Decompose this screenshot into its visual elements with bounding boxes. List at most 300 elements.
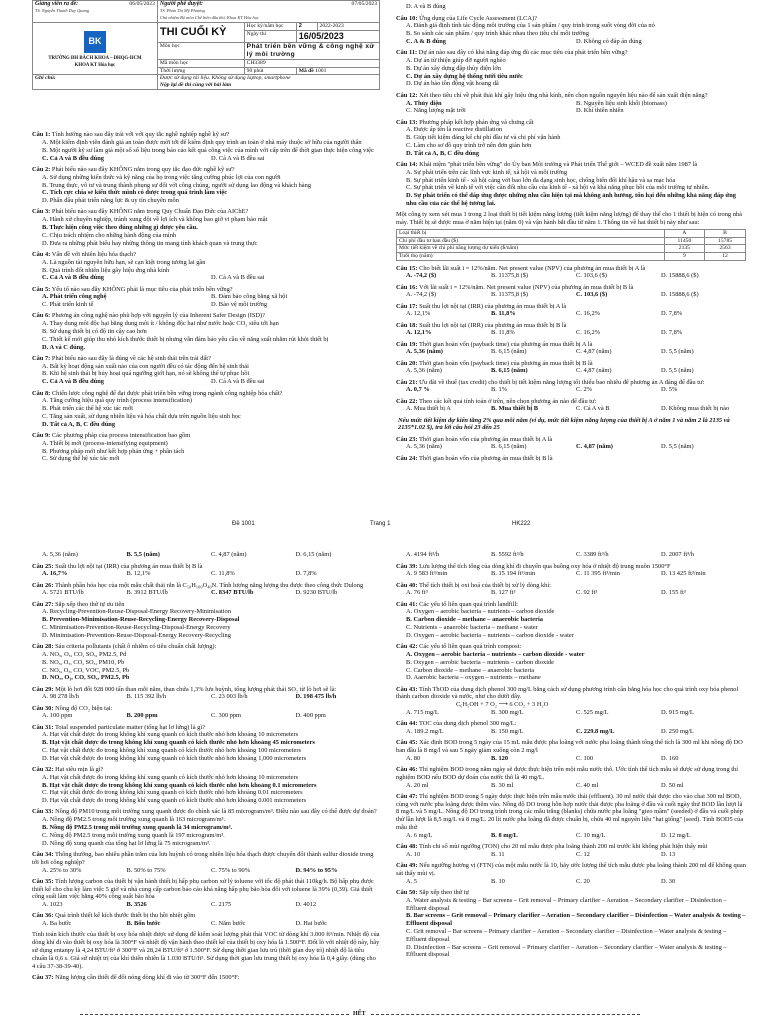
question-text	[396, 686, 746, 702]
answer-option: B. 5592 ft³/h	[491, 551, 524, 559]
answer-option: A. Thay dung môi độc hại bằng dung môi ít / không độc hại như nước hoặc CO₂ siêu tới hạn	[42, 320, 279, 328]
answer-option: D. 2007 ft³/h	[661, 551, 694, 559]
table-row	[397, 253, 746, 261]
answer-option: D. 155 ft³	[661, 589, 686, 597]
question-text	[396, 341, 746, 349]
question	[396, 551, 746, 559]
page2-left-column	[32, 548, 380, 982]
answer-option: C. 16,2%	[576, 329, 600, 337]
table-header-cell: Loại thiết bị	[397, 229, 665, 237]
answer-option: B. Phương pháp mới như kết hợp phản ứng + phân tách	[42, 447, 185, 455]
year-value: 2022-2023	[317, 22, 379, 30]
question-number: Câu 30:	[32, 704, 54, 712]
answer-option: C. 4,87 (năm)	[576, 367, 612, 375]
answer-row	[32, 693, 380, 701]
question-stem: Xác định BOD trong 5 ngày của 15 mL mẫu được pha loãng với nước pha loãng thành tổng thể tích là 300 ml khi nồng độ DO ban đầu là 8 mg/l và sau 5 ngày giảm xuống còn 2 mg/l	[396, 739, 743, 754]
question-number: Câu 39:	[396, 562, 418, 570]
question-text	[396, 284, 746, 292]
question-number: Câu 13:	[396, 118, 418, 126]
answer-option: D. 5,5 (năm)	[661, 443, 694, 451]
answer-option: C. 75% to 90%	[211, 866, 251, 874]
answer-option: A. Nồng độ PM2.5 trong môi trường xung quanh là 163 microgram/m³.	[42, 816, 226, 824]
question	[32, 686, 380, 702]
answer-option: D. Oxygen – aerobic bacteria – nutrients – carbon dioxide - water	[406, 631, 574, 639]
question-stem: Thí nghiệm BOD trong năm ngày sẽ được thực hiện trên một mẫu nước thô. Ước tính thể tích mẫu sẽ được sử dụng trong thí nghiệm BOD nếu BOD dự đoán của nước thô là 40 mg/L.	[396, 766, 739, 781]
answer-option: B. 5,5 (năm)	[126, 551, 160, 559]
question	[32, 808, 380, 847]
question-stem: TOC của dung dịch phenol 300 mg/L:	[418, 720, 517, 728]
answer-option: D. 50 ml	[661, 781, 684, 789]
question-text	[396, 793, 746, 832]
question-text	[396, 161, 746, 169]
question-stem: Vấn đề với nhiên liệu hóa thạch?	[51, 250, 137, 258]
answer-row	[32, 867, 380, 875]
answer-option: C. 20	[576, 877, 590, 885]
exam-header	[32, 0, 380, 90]
answer-option: A. 98 278 lb/h	[42, 693, 79, 701]
note-line-1: Được sử dụng tài liệu. Không sử dụng laptop, smartphone	[159, 75, 291, 82]
answer-option: B. 30 ml	[491, 781, 514, 789]
answer-row	[396, 551, 746, 559]
answer-option: B. 11375,8 ($)	[491, 291, 529, 299]
question-number: Câu 22:	[396, 397, 418, 405]
question-number: Câu 34:	[32, 850, 54, 858]
question-number: Câu 37:	[32, 973, 54, 981]
answer-row	[32, 378, 380, 386]
faculty-name: KHOA KT Hóa học	[74, 62, 116, 68]
question-stem: Xét theo tiêu chí về phát thải khí gây hiệu ứng nhà kính, nên chọn nguồn nguyên liệu nào để sản xuất điện năng?	[419, 91, 708, 99]
equipment-table	[396, 229, 746, 261]
question	[396, 862, 746, 885]
question-stem: Năng lượng cần thiết để đốt nóng dòng khí đi vào từ 300°F đến 1500°F:	[55, 973, 240, 981]
question-text	[32, 312, 380, 320]
question-stem: Yếu tố nào sau đây KHÔNG phải là mục tiêu của phát triển bền vững?	[51, 285, 233, 293]
answer-option: C. Chịu trách nhiệm cho những hành động của mình	[42, 231, 177, 239]
question-stem: Dự án nào sau đây có khả năng đáp ứng đủ các mục tiêu của phát triển bền vững?	[418, 49, 628, 57]
answer-option: D. Cả A và B đều sai	[211, 378, 265, 386]
question-stem: Nồng độ PM10 trong môi trường xung quanh được đo chính xác là 85 microgram/m³. Điều nào sau đây có thể được dự đoán?	[55, 808, 377, 816]
answer-option: B. Dự án xây dựng đập thủy điện lớn	[406, 64, 501, 72]
answer-option: C. Sử dụng thế hệ xúc tác mới	[42, 455, 120, 463]
answer-row	[32, 901, 380, 909]
answer-option: B. Bar screens – Grit removal – Primary clarifier – Aeration – Secondary clarifier – Disinfection – Water analysis & testing – Effluent disposal	[406, 912, 746, 928]
answer-option: C. 16,2%	[576, 310, 600, 318]
table-header-row	[397, 229, 746, 237]
question	[396, 3, 746, 11]
table-cell: 2135	[664, 245, 704, 253]
answer-option: C. NOₓ, Oₓ, CO, VOC, PM2.5, Pb	[42, 666, 130, 674]
answer-row	[396, 272, 746, 280]
question-number: Câu 44:	[396, 720, 418, 728]
answer-option: B. 115 392 lb/h	[126, 693, 167, 701]
semester-value: 2	[296, 22, 317, 30]
question-stem: Total suspended particulate matter (tổng hạt lơ lửng) là gì?	[54, 723, 205, 731]
question	[32, 601, 380, 640]
table-cell: Mức tiết kiệm về chi phí năng lượng dự kiến ($/năm)	[397, 245, 665, 253]
question-stem: Nếu ngưỡng hương vị (FTN) của một mẫu nước là 10, hãy ước lượng thể tích mẫu được pha loãng thành 200 ml để không quan sát thấy mùi vị.	[396, 862, 746, 877]
issuer-label: Giảng viên ra đề:	[35, 1, 79, 7]
answer-option: B. Bốn bước	[126, 920, 161, 928]
answer-option: D. Hạt vật chất được đo trong không khí xung quanh có kích thước nhỏ hơn khoảng 0.001 micrometers	[42, 797, 307, 805]
answer-option: B. Nguyên liệu sinh khối (biomass)	[576, 99, 667, 107]
question-stem: Chiến lược công nghệ để đạt được phát triển bền vững trong ngành công nghiệp hóa chất?	[51, 389, 283, 397]
question-number: Câu 1:	[32, 131, 51, 139]
question-stem: Phát biểu nào sau đây KHÔNG nằm trong Quy Chuẩn Đạo Đức của AIChE?	[51, 208, 249, 216]
answer-row	[396, 405, 746, 413]
answer-option: C. 12	[576, 850, 590, 858]
question-text	[396, 398, 746, 406]
question-number: Câu 5:	[32, 285, 51, 293]
question	[32, 724, 380, 763]
answer-option: C. 8347 BTU/lb	[211, 589, 254, 597]
question-number: Câu 3:	[32, 208, 51, 216]
answer-row	[396, 709, 746, 717]
question-stem: Thời gian hoàn vốn của phương án mua thiết bị B là	[418, 454, 553, 462]
answer-option: A. 100 ppm	[42, 712, 73, 720]
answer-option: D. Aaerobic bacteria – oxygen – nutrients – methane	[406, 674, 541, 682]
answer-option: A. -74,2 ($)	[406, 272, 437, 280]
table-cell: Tuổi thọ (năm)	[397, 253, 665, 261]
question-stem: Suất thu lợi nội tại (IRR) của phương án mua thiết bị B là	[55, 562, 203, 570]
end-divider	[80, 1011, 640, 1017]
answer-option: B. 6,15 (năm)	[491, 367, 528, 375]
exam-code-cell	[296, 67, 379, 75]
question-text	[32, 251, 380, 259]
question-text	[32, 166, 380, 174]
question-stem: Sắp xếp theo thứ tự ưu tiên	[55, 600, 125, 608]
question-stem: Các yếu tố liên quan quá trình landfill:	[419, 600, 518, 608]
answer-row	[396, 310, 746, 318]
answer-option: C. 3389 ft³/h	[576, 551, 609, 559]
exam-title-cell	[157, 22, 244, 42]
question-text	[32, 974, 380, 982]
answer-option: D. Cả A và B đều sai	[211, 154, 265, 162]
answer-option: C. Phát triển kinh tế	[42, 301, 94, 309]
question	[396, 417, 746, 433]
table-row	[397, 245, 746, 253]
answer-row	[32, 301, 380, 309]
page2-right-column	[396, 548, 746, 959]
question-number: Câu 40:	[396, 581, 418, 589]
question-text	[32, 355, 380, 363]
answer-option: B. 11,8%	[491, 310, 516, 318]
answer-option: B. 127 ft³	[491, 589, 516, 597]
question-text	[396, 303, 746, 311]
question	[396, 686, 746, 717]
answer-option: D. 7,8%	[661, 329, 683, 337]
answer-option: B. So sánh các sản phẩm / quy trình khác nhau theo tiêu chí môi trường	[406, 30, 589, 38]
answer-option: C. Thiết kế mới giúp thu nhỏ kích thước thiết bị nhưng vẫn đảm bảo yêu cầu về năng suất nhằm rút khỏi thiết bị	[42, 335, 329, 343]
answer-option: A. Thủy điện	[406, 99, 442, 107]
question-text	[396, 49, 746, 57]
question-paragraph: Tính toán kích thước của thiết bị oxy hóa nhiệt được sử dụng để kiểm soát lượng phát thải VOC từ dòng khí 3.000 ft³/min. Nhiệt độ của dòng khí đi vào thiết bị oxy hóa là 300°F và nhiệt độ vận hành theo thiết kế của thiết bị oxy hóa là 1.500°F. Đốt lò với nhiệt độ này, hãy sử dụng entanpy là 4,24 BTU/ft³ ở 300°F và 28,24 BTU/ft³ ở 1.500°F. Sử dụng thời gian lưu trú (thời gian duy trì) nhiệt độ là tiêu chuẩn là 0,6 s. Giả sử nhiệt trị của khí thiên nhiên là 1.030 BTU/ft³. Sử dụng thời gian lưu trung thiết bị oxy hóa là 0,4 giây. (dùng cho 4 câu 37-38-39-40).	[32, 931, 380, 970]
answer-option: D. 13	[661, 850, 676, 858]
question-number: Câu 11:	[396, 49, 418, 57]
question	[32, 582, 380, 598]
answer-option: A. Sử dụng những kiến thức và kỹ năng của họ trong việc tăng cường phúc lợi của con người	[42, 173, 281, 181]
question-number: Câu 46:	[396, 766, 418, 774]
question-stem: Sáu criteria pollutants (chất ô nhiễm có tiêu chuẩn chất lượng):	[55, 643, 217, 651]
answer-option: D. Sự phát triển có thể đáp ứng được những nhu cầu hiện tại mà không ảnh hưởng, tổn hại đến những khả năng đáp ứng nhu cầu của các thế hệ tương lai.	[406, 192, 736, 208]
answer-option: A. Hạt vật chất được đo trong không khí xung quanh có kích thước nhỏ hơn khoảng 10 micrometers	[42, 731, 299, 739]
question-number: Câu 25:	[32, 562, 54, 570]
note-label: Ghi chú:	[33, 75, 158, 90]
question-text	[396, 720, 746, 728]
question	[396, 360, 746, 376]
duration-label: Thời lượng	[157, 67, 244, 75]
question	[396, 161, 746, 208]
answer-row	[396, 367, 746, 375]
answer-option: C. 11 395 ft³/min	[576, 570, 620, 578]
question	[396, 379, 746, 395]
question-number: Câu 4:	[32, 250, 51, 258]
note-line-2: Nộp lại đề thi cùng với bài làm	[159, 82, 232, 89]
answer-option: A. 5	[406, 877, 418, 885]
note-cell	[157, 75, 379, 90]
question-text	[396, 119, 746, 127]
question	[32, 705, 380, 721]
question-text	[32, 286, 380, 294]
question-stem: Quá trình thiết kế kích thước thiết bị thu hồi nhiệt gồm	[55, 912, 196, 920]
question-number: Câu 41:	[396, 600, 418, 608]
question-text	[396, 766, 746, 782]
answer-option: B. 6,15 (năm)	[491, 348, 527, 356]
question	[32, 851, 380, 874]
question-number: Câu 20:	[396, 359, 418, 367]
question-text	[32, 601, 380, 609]
answer-option: B. Trung thực, vô tư và trung thành phụng sự đối với công chúng, người sử dụng lao động và khách hàng	[42, 181, 312, 189]
answer-option: D. 12 mg/L	[661, 831, 691, 839]
issuer-date: 06/05/2023	[129, 1, 155, 7]
answer-option: D. 4012	[295, 901, 317, 909]
answer-row	[32, 712, 380, 720]
answer-option: A. Dự án từ thiện giúp đỡ người nghèo	[406, 57, 506, 65]
answer-option: D. 160	[661, 754, 679, 762]
footer-term: HK222	[512, 521, 531, 527]
school-name: TRƯỜNG ĐH BÁCH KHOA – ĐHQG-HCM	[48, 55, 142, 61]
answer-row	[396, 38, 746, 46]
exam-code-label: Mã đề	[298, 67, 314, 74]
question	[396, 284, 746, 300]
question-stem: Nồng độ CO₂ hiện tại:	[55, 704, 113, 712]
answer-row	[32, 274, 380, 282]
answer-option: D. 915 mg/L	[661, 708, 694, 716]
answer-option: C. Tăng sản xuất, sử dụng nhiên liệu và hóa chất dựa trên nguồn liệu sinh học	[42, 412, 241, 420]
question-number: Câu 16:	[396, 283, 418, 291]
date-label: Ngày thi	[244, 30, 296, 42]
question	[32, 878, 380, 909]
question-text	[32, 686, 380, 694]
question-number: Câu 6:	[32, 312, 51, 320]
question-number: Câu 45:	[396, 739, 418, 747]
question-number: Câu 2:	[32, 166, 51, 174]
question-stem: Thể tích thiết bị oxi hoá của thiết bị xử lý dòng khí:	[418, 581, 551, 589]
answer-option: C. 300 ppm	[211, 712, 242, 720]
question	[32, 312, 380, 351]
answer-option: B. Prevention-Minimisation-Reuse-Recycling-Energy Recovery-Disposal	[42, 616, 240, 624]
question	[396, 843, 746, 859]
question-number: Câu 19:	[396, 340, 418, 348]
answer-option: A. 9 583 ft³/min	[406, 570, 448, 578]
question-text	[396, 322, 746, 330]
answer-option: C. 103,6 ($)	[576, 272, 607, 280]
question	[396, 889, 746, 959]
question-stem: Một lò hơi đốt 928 000 tấn than mỗi năm, than chứa 1,3% lưu huỳnh, tổng lượng phát thải SO₂ từ lò hơi sẽ là:	[55, 685, 337, 693]
question-text	[32, 724, 380, 732]
answer-option: A. 5,36 (năm)	[406, 367, 442, 375]
question-number: Câu 14:	[396, 160, 418, 168]
issuer-name: TS. Nguyễn Thanh Duy Quang	[35, 8, 90, 14]
question-text	[32, 912, 380, 920]
question-text	[396, 436, 746, 444]
answer-option: D. 400 ppm	[295, 712, 326, 720]
question-number: Câu 42:	[396, 643, 418, 651]
question-number: Câu 10:	[396, 14, 418, 22]
answer-option: A. -74,2 ($)	[406, 291, 437, 299]
answer-option: C. 40 ml	[576, 781, 599, 789]
answer-option: D. 94% to 95%	[295, 866, 338, 874]
answer-option: C. 92 ft³	[576, 589, 598, 597]
answer-option: A. Đánh giá định tính tác động môi trường của 1 sản phẩm / quy trình trong suốt vòng đời của nó	[406, 22, 655, 30]
answer-option: B. Phát triển các thế hệ xúc tác mới	[42, 405, 133, 413]
question	[396, 601, 746, 640]
answer-option: A. 6 mg/L	[406, 831, 433, 839]
answer-option: C. 2%	[576, 386, 592, 394]
answer-option: C. Cả A và B đều đúng	[42, 154, 104, 162]
answer-option: B. Sự phát triển kinh tế - xã hội càng với bao lớn đa dạng sinh học, chống biến đổi khí hậu và sa mạc hóa	[406, 176, 676, 184]
answer-option: D. 13 425 ft³/min	[661, 570, 706, 578]
course-name: Phát triển bền vững & công nghệ xử lý môi trường	[244, 42, 379, 59]
approver-name: TS. Phan Thị Mỹ Phượng	[159, 8, 205, 14]
answer-option: B. 12,1%	[126, 570, 151, 578]
question-stem: Với lãi suất i = 12%/năm. Net present value (NPV) của phương án mua thiết bị B là	[418, 283, 634, 291]
question	[32, 974, 380, 982]
answer-option: B. NOₓ, Oₓ, CO, SOₓ, PM10, Pb	[42, 658, 125, 666]
question-stem: Tính hướng nào sau đây trái với với quy tắc nghề nghiệp nghề kỹ sư?	[51, 131, 230, 139]
answer-option: A. Recycling-Prevention-Reuse-Disposal-Energy Recovery-Minimisation	[42, 608, 231, 616]
answer-option: D. Bảo vệ môi trường	[211, 301, 268, 309]
question-number: Câu 31:	[32, 723, 54, 731]
answer-option: B. Hạt vật chất được đo trong không khí xung quanh có kích thước nhỏ hơn khoảng 45 micrometers	[42, 739, 315, 747]
question-stem: Theo các kết quả tính toán ở trên, nên chọn phương án nào để đầu tư:	[418, 397, 597, 405]
question-text	[32, 808, 380, 816]
question-number: Câu 8:	[32, 389, 51, 397]
answer-option: A. 715 mg/L	[406, 708, 439, 716]
answer-option: A. Thiết bị mới (process-intensifying equipment)	[42, 439, 168, 447]
table-row	[397, 237, 746, 245]
answer-option: B. Sử dụng thiết bị có độ tin cậy cao hơn	[42, 328, 147, 336]
answer-option: A. 5,36 (năm)	[42, 551, 78, 559]
answer-option: D. 7,8%	[661, 310, 683, 318]
question	[396, 341, 746, 357]
question	[396, 582, 746, 598]
question-text	[32, 643, 380, 651]
question-stem: Phương pháp kết hợp phản ứng và chưng cất	[419, 118, 534, 126]
answer-option: A. 1023	[42, 901, 63, 909]
question-number: Câu 9:	[32, 431, 51, 439]
question	[396, 15, 746, 46]
end-label: HẾT	[350, 1011, 369, 1018]
question	[32, 166, 380, 205]
answer-option: A. Oxygen – aerobic bacteria – nutrients – carbon dioxide	[406, 608, 555, 616]
answer-option: B. 150 mg/L	[491, 727, 524, 735]
answer-option: A. Là nguồn tài nguyên hữu hạn, sẽ cạn kiệt trong tương lai gần	[42, 258, 206, 266]
answer-option: A. 20 ml	[406, 781, 429, 789]
question	[396, 563, 746, 579]
answer-option: C. Nutrients – anaerobic bacteria – methane - water	[406, 624, 538, 632]
answer-option: B. 200 ppm	[126, 712, 158, 720]
question	[396, 398, 746, 414]
page1-left-column	[32, 128, 380, 463]
exam-code: 1001	[315, 67, 327, 74]
answer-option: B. Hạt vật chất được đo trong không khí xung quanh có kích thước nhỏ hơn khoảng 0.1 micrometers	[42, 781, 317, 789]
answer-option: C. 229.8 mg/L	[576, 727, 615, 735]
question	[396, 793, 746, 840]
question-text	[32, 563, 380, 571]
answer-option: D. 6,15 (năm)	[295, 551, 332, 559]
table-cell: 15785	[705, 237, 746, 245]
answer-option: C. Cả A và B	[576, 405, 610, 413]
answer-option: B. Nồng độ PM2.5 trong môi trường xung quanh là 34 microgram/m³.	[42, 824, 233, 832]
answer-row	[396, 291, 746, 299]
answer-option: A. 0,7 %	[406, 386, 430, 394]
answer-row	[396, 329, 746, 337]
question-number: Câu 47:	[396, 792, 418, 800]
question-text	[32, 851, 380, 867]
exam-page-2	[0, 548, 768, 1024]
question-text	[396, 643, 746, 651]
answer-option: B. 120	[491, 754, 509, 762]
question-number: Câu 43:	[396, 685, 418, 693]
answer-option: A. Water analysis & testing – Bar screens – Grit removal – Primary clarifier – Aeration – Secondary clarifier – Disinfection – Effluent disposal	[406, 896, 727, 912]
answer-option: B. 11,8%	[491, 329, 515, 337]
question-number: Câu 36:	[32, 912, 54, 920]
answer-row	[396, 728, 746, 736]
answer-option: C. Grit removal – Bar screens – Primary clarifier – Aeration – Secondary clarifier – Disinfection – Water analysis & testing – Effluent disposal	[406, 928, 727, 943]
question-text	[396, 265, 746, 273]
answer-option: B. Một người kỹ sư làm giả một số số liệu trong báo cáo kết quả công việc của mình với cấp trên để thời gian thực hiện công việc	[42, 147, 374, 155]
question-number: Câu 12:	[396, 91, 418, 99]
answer-option: C. Cả A và B đều đúng	[42, 274, 104, 282]
answer-option: B. 11375,8 ($)	[491, 272, 529, 280]
question	[32, 131, 380, 162]
question	[32, 643, 380, 682]
question-number: Câu 21:	[396, 378, 418, 386]
answer-row	[32, 551, 380, 559]
equation: C₆H₅OH + 7 O₂ ⟶ 6 CO₂ + 3 H₂O	[456, 701, 549, 709]
approver-cell	[157, 1, 379, 23]
answer-option: C. 10 mg/L	[576, 831, 606, 839]
answer-option: D. 5,5 (năm)	[661, 367, 694, 375]
question-stem: Ưu đãi về thuế (tax credit) cho thiết bị tiết kiệm năng lượng tối thiểu bao nhiêu để phương án A đáng để đầu tư:	[419, 378, 705, 386]
question	[396, 303, 746, 319]
answer-option: C. 4,87 (năm)	[576, 443, 613, 451]
question-stem: Suất thu lợi nội tại (IRR) của phương án mua thiết bị B là	[419, 321, 567, 329]
answer-option: C. Carbon dioxide – methane – anaerobic bacteria	[406, 666, 535, 674]
answer-option: C. Làm cho sơ đồ quy trình trở nên đơn giản hơn	[406, 141, 532, 149]
question-text	[32, 705, 380, 713]
answer-option: B. 15 194 ft³/min	[491, 570, 536, 578]
answer-option: D. A và B đúng	[406, 3, 446, 11]
answer-option: D. Minimisation-Prevention-Reuse-Disposal-Energy Recovery-Recycling	[42, 631, 231, 639]
answer-option: C. Hạt vật chất được đo trong không khí xung quanh có kích thước nhỏ hơn khoảng 0.01 micrometers	[42, 789, 303, 797]
question-stem: Khái niệm "phát triển bền vững" do Ủy ban Môi trường và Phát triển Thế giới – WCED đề xuất năm 1987 là	[419, 160, 698, 168]
question-stem: Cho biết lãi suất i = 12%/năm. Net present value (NPV) của phương án mua thiết bị A là	[419, 264, 646, 272]
table-cell: Chi phí đầu tư ban đầu ($)	[397, 237, 665, 245]
question-number: Câu 23:	[396, 435, 418, 443]
question-number: Câu 33:	[32, 808, 54, 816]
question-number: Câu 35:	[32, 877, 54, 885]
